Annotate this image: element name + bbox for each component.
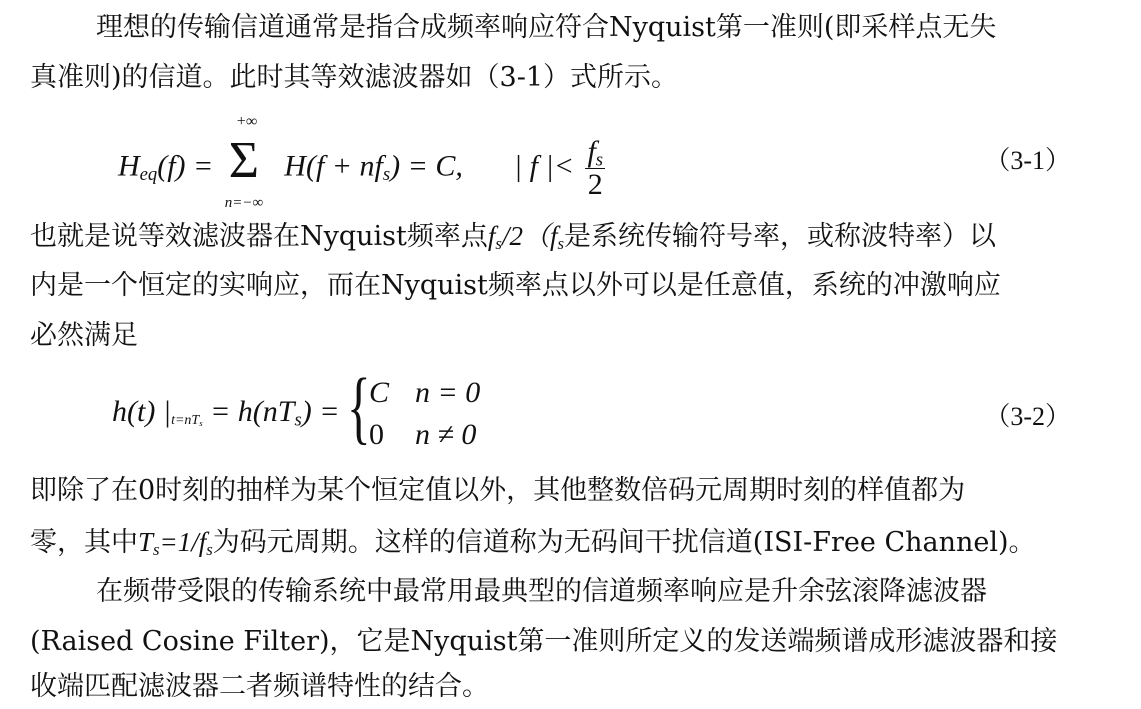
summation-symbol: [224, 112, 273, 211]
paragraph-4-line-2: (Raised Cosine Filter)，它是Nyquist第一准则所定义的发送端频谱成形滤波器和接: [30, 626, 1058, 657]
paragraph-2-line-3: 必然满足: [30, 320, 138, 351]
equation-number-3-1: （3-1）: [984, 146, 1071, 175]
paragraph-1-line-2: 真准则)的信道。此时其等效滤波器如（3-1）式所示。: [30, 62, 679, 93]
paragraph-4-line-3: 收端匹配滤波器二者频谱特性的结合。: [30, 671, 489, 702]
eq1-lhs-sub: eq: [139, 164, 158, 186]
eq2-mid-end: ) =: [301, 394, 340, 428]
equation-number-3-2: （3-2）: [984, 402, 1071, 431]
sum-upper-limit: +∞: [236, 112, 258, 130]
equation-3-2-body: h(t) $|_{t=nT_s} = h(nT_s)$ = { C n = 0 0 n ≠ 0: [112, 372, 480, 456]
left-brace-glyph: {: [346, 361, 371, 452]
equation-3-2: [0, 361, 1141, 458]
eq1-fraction: [585, 136, 605, 201]
paragraph-4-line-1: 在频带受限的传输系统中最常用最典型的信道频率响应是升余弦滚降滤波器: [96, 576, 987, 607]
eq1-rhs: H(f + nf: [284, 149, 383, 183]
sigma-glyph: Σ: [228, 131, 260, 189]
eq2-case-1: C n = 0: [368, 376, 481, 409]
eq2-mid: = h(nT: [210, 394, 295, 428]
paragraph-2-line-2: 内是一个恒定的实响应，而在Nyquist频率点以外可以是任意值，系统的冲激响应: [30, 270, 1001, 301]
eq2-cases: [346, 361, 481, 456]
eq1-rhs-end: ) = C,: [390, 149, 463, 183]
paragraph-1-line-1: 理想的传输信道通常是指合成频率响应符合Nyquist第一准则(即采样点无失: [96, 12, 997, 43]
eq2-lhs: h(t) |: [112, 394, 172, 428]
eq2-case-2: 0 n ≠ 0: [368, 418, 477, 451]
eq1-condition: | f |<: [513, 149, 574, 183]
eq1-frac-numerator: $f_s$: [587, 135, 604, 171]
eq1-lhs-arg: (f) =: [157, 149, 214, 183]
eq2-mid-sub: s: [294, 409, 302, 431]
paragraph-2-line-1: 也就是说等效滤波器在Nyquist频率点$f_s/2(f_s$是系统传输符号率，或称波特率）以: [30, 221, 996, 254]
eq1-rhs-sub: s: [382, 164, 391, 186]
equation-3-1: [0, 112, 1141, 211]
eq1-frac-denominator: 2: [587, 168, 603, 201]
paragraph-3-line-2: 零，其中$T_s=1/f_s$为码元周期。这样的信道称为无码间干扰信道(ISI-Free Channel)。: [30, 527, 1036, 560]
paragraph-3-line-1: 即除了在0时刻的抽样为某个恒定值以外，其他整数倍码元周期时刻的样值都为: [30, 475, 966, 506]
equation-3-1-body: [118, 112, 605, 211]
eq1-lhs: H: [118, 149, 140, 183]
sum-lower-limit: n=−∞: [224, 194, 264, 211]
